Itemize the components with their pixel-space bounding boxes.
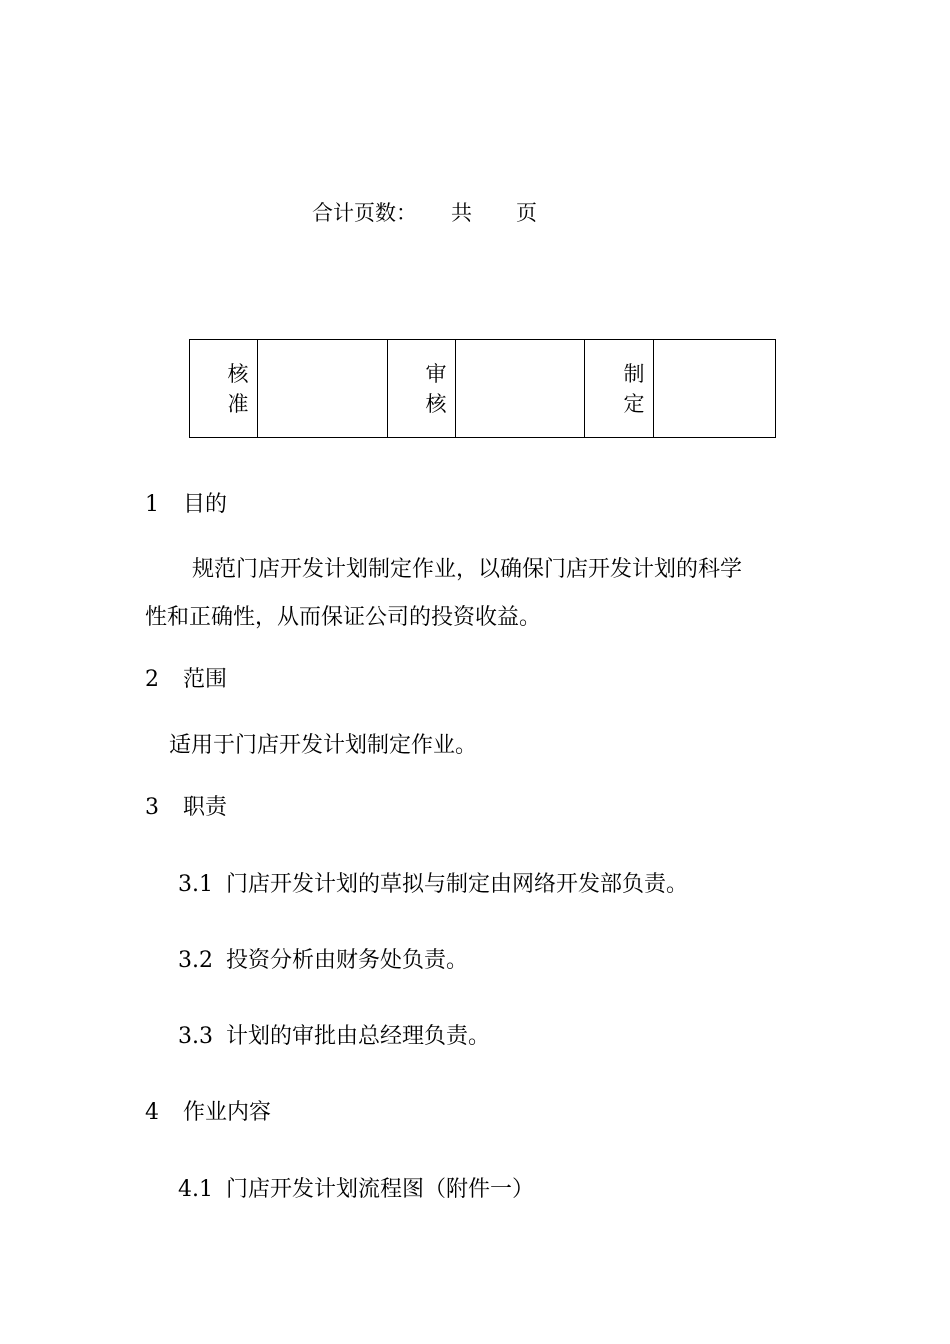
section-4-number: 4 [145,1100,159,1125]
section-3-item [178,870,688,900]
section-2-title: 范围 [183,667,228,692]
approve-label: 核准 [227,361,249,416]
section-4-item-text: 门店开发计划流程图（附件一） [226,1177,535,1202]
page-count-label: 合计页数： [312,201,417,225]
review-value-cell[interactable] [456,340,585,438]
section-3-item-text: 门店开发计划的草拟与制定由网络开发部负责。 [226,872,689,897]
section-3-heading [145,793,227,823]
draft-label: 制定 [623,361,645,416]
draft-value-cell[interactable] [654,340,776,438]
review-label-cell [388,340,456,438]
approve-label-cell [190,340,258,438]
section-4-title: 作业内容 [183,1100,272,1125]
section-2-body: 适用于门店开发计划制定作业。 [169,733,478,758]
section-3-item-text: 投资分析由财务处负责。 [226,948,469,973]
section-1-number: 1 [145,492,159,517]
section-3-item-number: 3.3 [178,1024,213,1049]
section-4-heading [145,1098,271,1128]
section-1-title: 目的 [183,492,228,517]
review-label: 审核 [425,361,447,416]
section-4-item [178,1175,534,1205]
section-3-item-number: 3.1 [178,872,213,897]
section-3-item-number: 3.2 [178,948,213,973]
section-3-item [178,946,468,976]
page-count-line [312,198,537,228]
approve-value-cell[interactable] [258,340,388,438]
draft-label-cell [585,340,654,438]
page-count-unit: 页 [516,201,537,225]
section-3-item-text: 计划的审批由总经理负责。 [226,1024,491,1049]
section-1-body-line1: 规范门店开发计划制定作业，以确保门店开发计划的科学 [192,557,743,582]
page-count-total: 共 [451,201,472,225]
approval-row [190,340,776,438]
section-4-item-number: 4.1 [178,1177,213,1202]
section-2-number: 2 [145,667,159,692]
section-3-item [178,1022,490,1052]
approval-table [189,339,776,438]
section-1-body-line2: 性和正确性，从而保证公司的投资收益。 [145,605,542,630]
section-3-title: 职责 [183,795,228,820]
section-2-heading [145,665,227,695]
section-1-heading [145,490,227,520]
section-3-number: 3 [145,795,159,820]
